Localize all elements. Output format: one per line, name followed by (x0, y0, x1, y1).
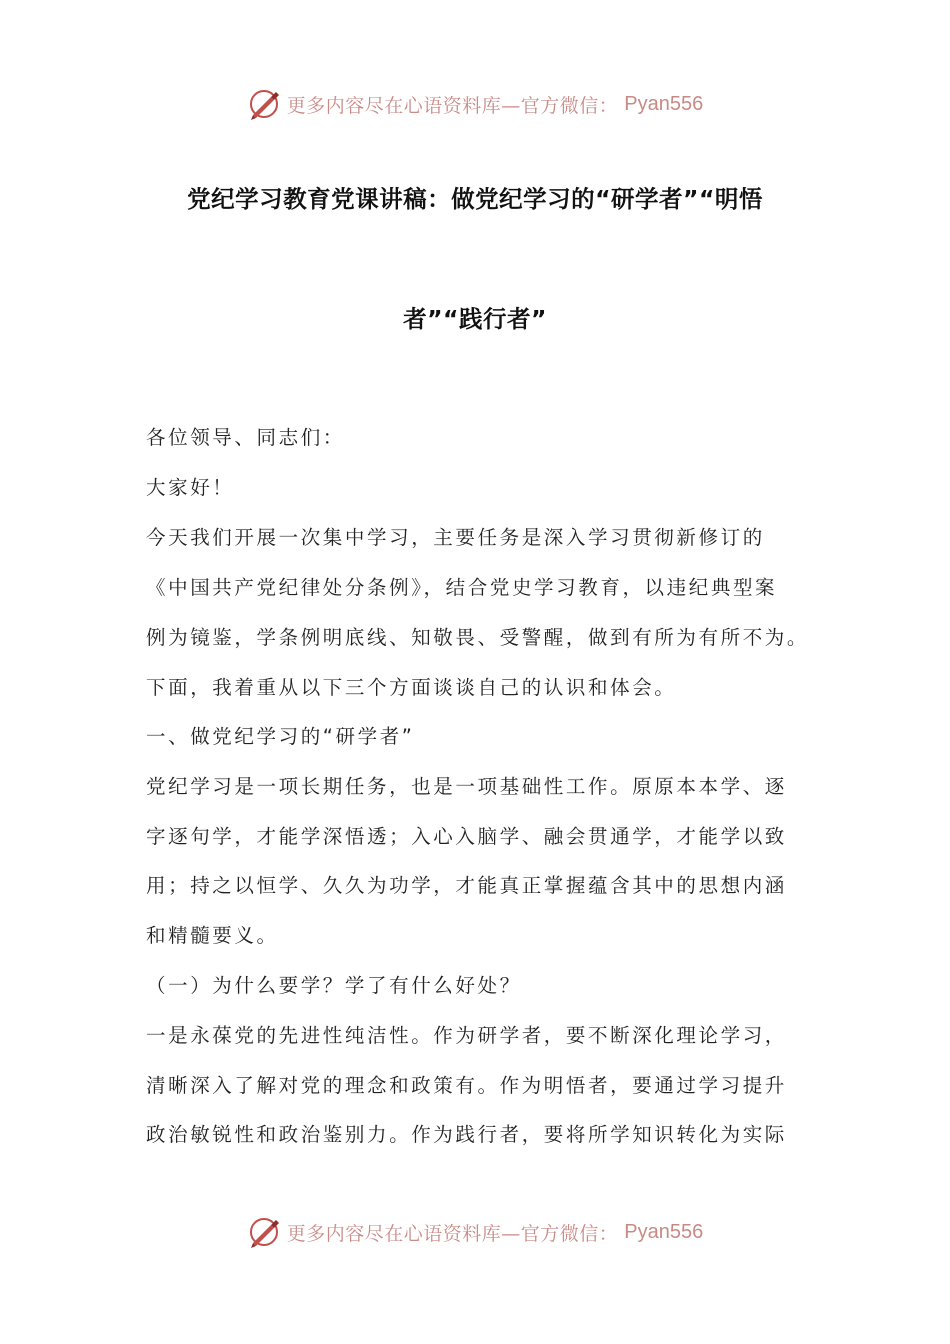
watermark-text: 更多内容尽在心语资料库—官方微信： (286, 1222, 619, 1245)
watermark-header (0, 82, 950, 126)
pen-logo-icon (247, 1215, 281, 1249)
paragraph-line: 例为镜鉴，学条例明底线、知敬畏、受警醒，做到有所为有所不为。 (146, 626, 810, 649)
paragraph-line: 字逐句学，才能学深悟透；入心入脑学、融会贯通学，才能学以致 (146, 825, 787, 848)
watermark-wechat-id: Pyan556 (624, 1220, 704, 1243)
paragraph-line: 《中国共产党纪律处分条例》，结合党史学习教育，以违纪典型案 (146, 576, 778, 599)
section-heading: 一、做党纪学习的“研学者” (146, 725, 415, 748)
salutation: 各位领导、同志们： (146, 426, 345, 449)
watermark-wechat-id: Pyan556 (624, 92, 704, 115)
paragraph-line: 清晰深入了解对党的理念和政策有。作为明悟者，要通过学习提升 (146, 1074, 787, 1097)
paragraph-line: 今天我们开展一次集中学习，主要任务是深入学习贯彻新修订的 (146, 526, 765, 549)
document-title-line-2: 者”“践行者” (403, 305, 547, 333)
subsection-heading: （一）为什么要学？学了有什么好处？ (146, 974, 522, 997)
watermark-text: 更多内容尽在心语资料库—官方微信： (286, 94, 619, 117)
paragraph-line: 和精髓要义。 (146, 924, 279, 947)
document-title-line-1: 党纪学习教育党课讲稿：做党纪学习的“研学者”“明悟 (187, 185, 763, 213)
paragraph-line: 下面，我着重从以下三个方面谈谈自己的认识和体会。 (146, 676, 677, 699)
greeting: 大家好！ (146, 476, 235, 499)
paragraph-line: 用；持之以恒学、久久为功学，才能真正掌握蕴含其中的思想内涵 (146, 874, 787, 897)
paragraph-line: 党纪学习是一项长期任务，也是一项基础性工作。原原本本学、逐 (146, 775, 787, 798)
pen-logo-icon (247, 87, 281, 121)
paragraph-line: 政治敏锐性和政治鉴别力。作为践行者，要将所学知识转化为实际 (146, 1123, 787, 1146)
watermark-footer (0, 1210, 950, 1254)
paragraph-line: 一是永葆党的先进性纯洁性。作为研学者，要不断深化理论学习， (146, 1024, 787, 1047)
